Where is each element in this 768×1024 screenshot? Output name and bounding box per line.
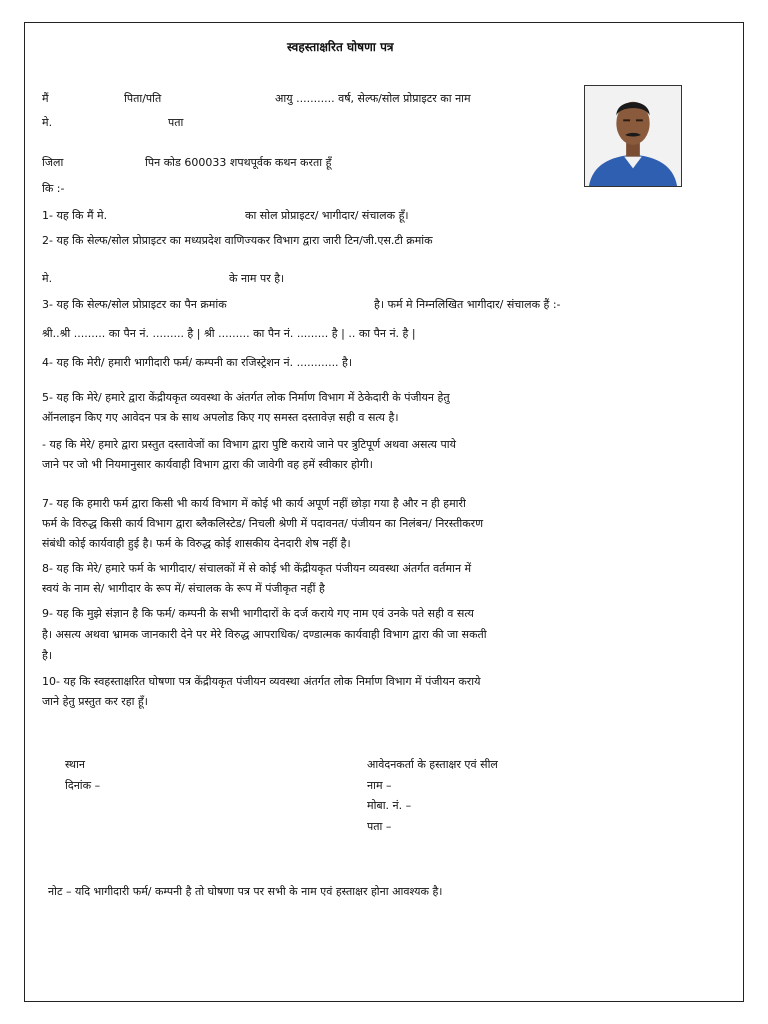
clause-8b: स्वयं के नाम से/ भागीदार के रूप में/ संचालक के रूप में पंजीकृत नहीं है	[42, 582, 325, 595]
clause-10a: 10- यह कि स्वहस्ताक्षरित घोषणा पत्र केंद्रीयकृत पंजीयन व्यवस्था अंतर्गत लोक निर्माण विभाग में पंजीयन कराये	[42, 675, 481, 688]
applicant-address-label: पता –	[367, 820, 392, 833]
place-label: स्थान	[65, 758, 86, 771]
clause-4: 4- यह कि मेरी/ हमारी भागीदारी फर्म/ कम्पनी का रजिस्ट्रेशन नं. ............ है।	[42, 356, 353, 369]
mobile-label: मोबा. नं. –	[367, 799, 412, 812]
clause-6a: - यह कि मेरे/ हमारे द्वारा प्रस्तुत दस्तावेजों का विभाग द्वारा पुष्टि कराये जाने पर त्रुटिपूर्ण अथवा असत्य पाये	[42, 438, 457, 451]
clause-6b: जाने पर जो भी नियमानुसार कार्यवाही विभाग द्वारा की जावेगी वह हमें स्वीकार होगी।	[42, 458, 373, 471]
clause-3c: श्री..श्री ......... का पैन नं. ......... है | श्री ......... का पैन नं. ......... है | .. का पैन नं. है |	[42, 327, 416, 340]
clause-1a: 1- यह कि मैं मे.	[42, 209, 108, 222]
age-proprietor-label: आयु ........... वर्ष, सेल्फ/सोल प्रोप्राइटर का नाम	[275, 92, 471, 105]
date-label: दिनांक –	[65, 779, 101, 792]
clause-2b: मे.	[42, 272, 53, 285]
clause-7a: 7- यह कि हमारी फर्म द्वारा किसी भी कार्य विभाग में कोई भी कार्य अपूर्ण नहीं छोड़ा गया है और न ही हमारी	[42, 497, 466, 510]
applicant-portrait-image	[585, 86, 681, 186]
clause-2c: के नाम पर है।	[229, 272, 285, 285]
district-label: जिला	[42, 156, 64, 169]
clause-9c: है।	[42, 649, 53, 662]
signature-seal-label: आवेदनकर्ता के हस्ताक्षर एवं सील	[367, 758, 498, 771]
clause-1b: का सोल प्रोप्राइटर/ भागीदार/ संचालक हूँ।	[245, 209, 409, 222]
father-husband-label: पिता/पति	[124, 92, 162, 105]
clause-3b: है। फर्म मे निम्नलिखित भागीदार/ संचालक हैं :-	[374, 298, 561, 311]
applicant-photo	[584, 85, 682, 187]
clause-3a: 3- यह कि सेल्फ/सोल प्रोप्राइटर का पैन क्रमांक	[42, 298, 227, 311]
clause-7c: संबंधी कोई कार्यवाही हुई है। फर्म के विरुद्ध कोई शासकीय देनदारी शेष नहीं है।	[42, 537, 351, 550]
name-label: मैं	[42, 92, 49, 105]
clause-10b: जाने हेतु प्रस्तुत कर रहा हूँ।	[42, 695, 148, 708]
clause-8a: 8- यह कि मेरे/ हमारे फर्म के भागीदार/ संचालकों में से कोई भी केंद्रीयकृत पंजीयन व्यवस्था अंतर्गत वर्तमान में	[42, 562, 472, 575]
pincode-oath-text: पिन कोड 600033 शपथपूर्वक कथन करता हूँ	[145, 156, 332, 169]
clause-9b: है। असत्य अथवा भ्रामक जानकारी देने पर मेरे विरुद्ध आपराधिक/ दण्डात्मक कार्यवाही विभाग द्वारा की जा सकती	[42, 628, 487, 641]
clause-5b: ऑनलाइन किए गए आवेदन पत्र के साथ अपलोड किए गए समस्त दस्तावेज़ सही व सत्य है।	[42, 411, 399, 424]
address-label: पता	[168, 116, 184, 129]
document-title: स्वहस्ताक्षरित घोषणा पत्र	[287, 40, 394, 54]
footer-note: नोट – यदि भागीदारी फर्म/ कम्पनी है तो घोषणा पत्र पर सभी के नाम एवं हस्ताक्षर होना आवश्यक है।	[48, 885, 443, 898]
clause-5a: 5- यह कि मेरे/ हमारे द्वारा केंद्रीयकृत व्यवस्था के अंतर्गत लोक निर्माण विभाग में ठेकेदारी के पंजीयन हेतु	[42, 391, 450, 404]
clause-7b: फर्म के विरुद्ध किसी कार्य विभाग द्वारा ब्लैकलिस्टेड/ निचली श्रेणी में पदावनत/ पंजीयन का निलंबन/ निरस्तीकरण	[42, 517, 484, 530]
that-label: कि :-	[42, 182, 65, 195]
applicant-name-label: नाम –	[367, 779, 392, 792]
firm-label: मे.	[42, 116, 53, 129]
clause-9a: 9- यह कि मुझे संज्ञान है कि फर्म/ कम्पनी के सभी भागीदारों के दर्ज कराये गए नाम एवं उनके पते सही व सत्य	[42, 607, 474, 620]
clause-2a: 2- यह कि सेल्फ/सोल प्रोप्राइटर का मध्यप्रदेश वाणिज्यकर विभाग द्वारा जारी टिन/जी.एस.टी क्रमांक	[42, 234, 433, 247]
